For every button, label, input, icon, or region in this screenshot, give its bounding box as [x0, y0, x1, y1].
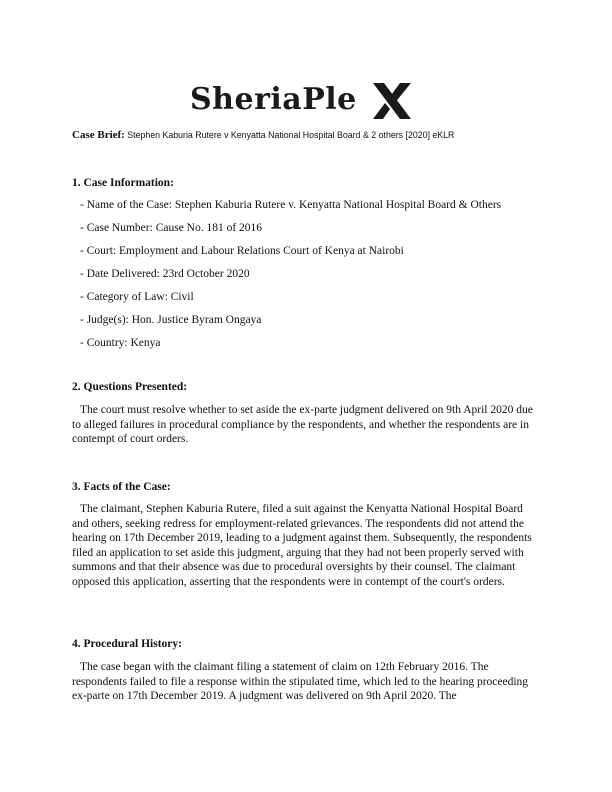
info-case-name: - Name of the Case: Stephen Kaburia Rutere v. Kenyatta National Hospital Board & Others — [80, 199, 502, 211]
heading-case-information: 1. Case Information: — [72, 177, 174, 189]
info-case-number: - Case Number: Cause No. 181 of 2016 — [80, 222, 263, 234]
procedural-history-paragraph: The case began with the claimant filing a statement of claim on 12th February 2016. The respondents failed to file a response within the stipulated time, which led to the hearing proceeding ex-parte on 17th December 2019. A judgment was delivered on 9th April 2020. The — [72, 661, 529, 703]
logo-wordmark: SheriaPle — [190, 82, 357, 117]
info-category-of-law: - Category of Law: Civil — [80, 291, 194, 303]
heading-procedural-history: 4. Procedural History: — [72, 638, 182, 650]
facts-paragraph: The claimant, Stephen Kaburia Rutere, filed a suit against the Kenyatta National Hospital Board and others, seeking redress for employment-related grievances. The respondents did not attend the hearing on 17th December 2019, leading to a judgment against them. Subsequently, the respondents filed an application to set aside this judgment, arguing that they had not been properly served with summons and that their absence was due to procedural oversights by their counsel. The claimant opposed this application, asserting that the respondents were in contempt of the court's orders. — [72, 503, 532, 588]
logo-x-mark — [373, 83, 411, 119]
case-brief-title: Stephen Kaburia Rutere v Kenyatta National Hospital Board & 2 others [2020] eKLR — [127, 130, 455, 140]
info-judges: - Judge(s): Hon. Justice Byram Ongaya — [80, 314, 262, 326]
heading-facts-of-the-case: 3. Facts of the Case: — [72, 481, 171, 493]
sheriaplex-logo — [190, 78, 420, 122]
case-brief-label: Case Brief: — [72, 129, 125, 141]
case-brief-line — [72, 129, 454, 142]
questions-presented-paragraph: The court must resolve whether to set aside the ex-parte judgment delivered on 9th April 2020 due to alleged failures in procedural compliance by the respondents, and whether the respondents are in contempt of court orders. — [72, 404, 533, 446]
info-court: - Court: Employment and Labour Relations Court of Kenya at Nairobi — [80, 245, 404, 257]
info-country: - Country: Kenya — [80, 337, 161, 349]
info-date-delivered: - Date Delivered: 23rd October 2020 — [80, 268, 250, 280]
heading-questions-presented: 2. Questions Presented: — [72, 381, 188, 393]
